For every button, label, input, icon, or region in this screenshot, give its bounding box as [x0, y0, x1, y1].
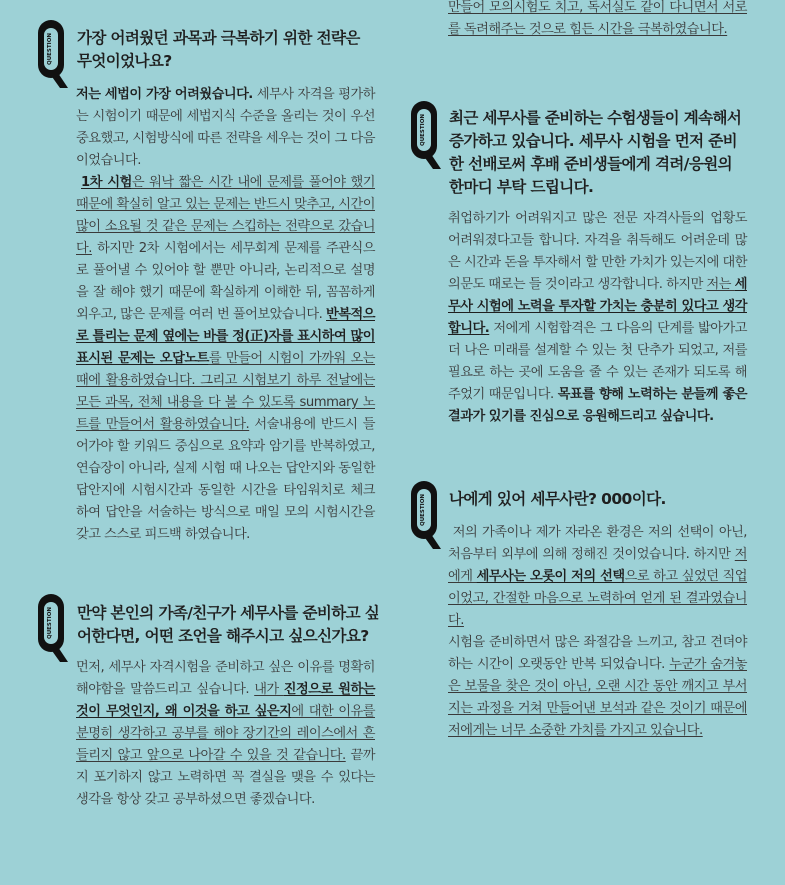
- answer-continuation: 만들어 모의시험도 치고, 독서실도 같이 다니면서 서로를 독려해주는 것으로 힘든 시간을 극복하였습니다.: [448, 0, 747, 37]
- answer-1-para-1: 저는 세법이 가장 어려웠습니다. 세무사 자격을 평가하는 시험이기 때문에 세법지식 수준을 올리는 것이 우선 중요했고, 시험방식에 따른 전략을 세우는 것이 그 다음 이었습니다.: [76, 87, 375, 168]
- svg-text:QUESTION: QUESTION: [47, 607, 53, 639]
- question-badge-icon: [36, 592, 70, 664]
- question-badge-icon: [409, 99, 443, 171]
- answer-1-body: [76, 84, 375, 546]
- question-1-title: 가장 어려웠던 과목과 극복하기 위한 전략은 무엇이었나요?: [77, 29, 360, 70]
- question-badge-icon: [409, 479, 443, 551]
- question-2-title: 만약 본인의 가족/친구가 세무사를 준비하고 싶어한다면, 어떤 조언을 해주시고 싶으신가요?: [77, 604, 380, 645]
- question-3-title: 최근 세무사를 준비하는 수험생들이 계속해서 증가하고 있습니다. 세무사 시험을 먼저 준비한 선배로써 후배 준비생들에게 격려/응원의 한마디 부탁 드립니다.: [449, 109, 742, 196]
- answer-4-body: 저의 가족이나 제가 자라온 환경은 저의 선택이 아닌, 처음부터 외부에 의해 정해진 것이었습니다. 하지만 저에게 세무사는 오롯이 저의 선택으로 하고 싶었던 직업이었고, 간절한 마음으로 노력하여 얻게 된 결과였습니다. 시험을 준비하면서 많은 좌절감을 느끼고, 참고 견뎌야 하는 시간이 오랫동안 반복 되었습니다. 누군가 숨겨놓은 보물을 찾은 것이 아닌, 오랜 시간 동안 깨지고 부서지는 과정을 거쳐 만들어낸 보석과 같은 것이기 때문에 저에게는 너무 소중한 가치를 가지고 있습니다.: [448, 525, 748, 738]
- svg-text:QUESTION: QUESTION: [420, 114, 426, 146]
- svg-text:QUESTION: QUESTION: [47, 33, 53, 65]
- answer-1-para-2: 1차 시험은 워낙 짧은 시간 내에 문제를 풀어야 했기 때문에 확실히 알고 있는 문제는 반드시 맞추고, 시간이 많이 소요될 것 같은 문제는 스킵하는 전략으로 갔습니다. 하지만 2차 시험에서는 세무회계 문제를 주관식으로 풀어낼 수 있어야 할 뿐만 아니라, 논리적으로 설명을 잘 해야 했기 때문에 확실하게 이해한 뒤, 꼼꼼하게 외우고, 많은 문제를 여러 번 풀어보았습니다. 반복적으로 틀리는 문제 옆에는 바를 정(正)자를 표시하여 많이 표시된 문제는 오답노트를 만들어 시험이 가까워 오는 때에 활용하였습니다. 그리고 시험보기 하루 전날에는 모든 과목, 전체 내용을 다 볼 수 있도록 summary 노트를 만들어서 활용하였습니다. 서술내용에 반드시 들어가야 할 키워드 중심으로 요약과 암기를 반복하였고, 연습장이 아니라, 실제 시험 때 나오는 답안지와 동일한 답안지에 시험시간과 동일한 시간을 타임워치로 체크하여 답안을 서술하는 방식으로 매일 모의 시험시간을 갖고 스스로 피드백 하였습니다.: [76, 175, 376, 542]
- question-badge-icon: [36, 18, 70, 90]
- answer-3-body: 취업하기가 어려워지고 많은 전문 자격사들의 업황도 어려워졌다고들 합니다. 자격을 취득해도 어려운데 많은 시간과 돈을 투자해서 할 만한 가치가 있는지에 대한 의문도 때로는 들 것이라고 생각합니다. 하지만 저는 세무사 시험에 노력을 투자할 가치는 충분히 있다고 생각합니다. 저에게 시험합격은 그 다음의 단계를 밟아가고 더 나은 미래를 설계할 수 있는 첫 단추가 되었고, 저를 필요로 하는 곳에 도움을 줄 수 있는 존재가 되도록 해주었기 때문입니다. 목표를 향해 노력하는 분들께 좋은 결과가 있기를 진심으로 응원해드리고 싶습니다.: [448, 211, 747, 424]
- svg-text:QUESTION: QUESTION: [420, 494, 426, 526]
- answer-2-body: 먼저, 세무사 자격시험을 준비하고 싶은 이유를 명확히 해야함을 말씀드리고 싶습니다. 내가 진정으로 원하는 것이 무엇인지, 왜 이것을 하고 싶은지에 대한 이유를 분명히 생각하고 공부를 해야 장기간의 레이스에서 흔들리지 않고 앞으로 나아갈 수 있을 것 같습니다. 끝까지 포기하지 않고 노력하면 꼭 결실을 맺을 수 있다는 생각을 항상 갖고 공부하셨으면 좋겠습니다.: [76, 660, 375, 807]
- question-4-title: 나에게 있어 세무사란? 000이다.: [449, 490, 666, 508]
